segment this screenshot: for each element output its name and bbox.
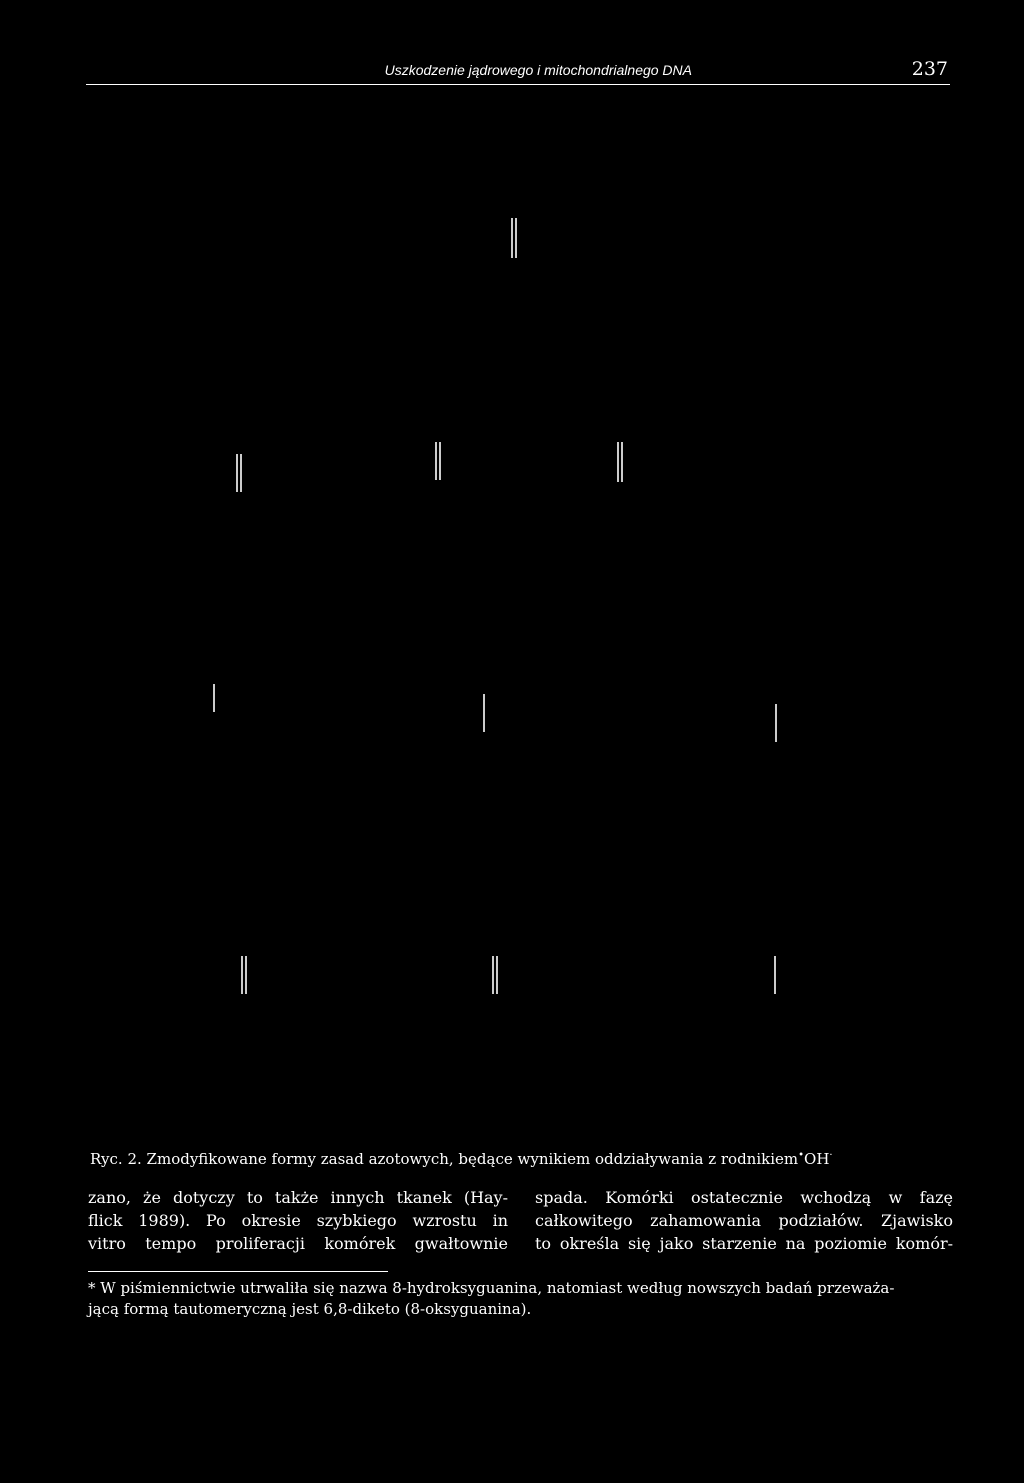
footnote-divider	[88, 1271, 388, 1272]
double-bond-mark	[512, 218, 516, 258]
double-bond-mark	[493, 956, 497, 994]
double-bond-mark	[242, 956, 246, 994]
double-bond-mark	[618, 442, 622, 482]
caption-text: Zmodyfikowane formy zasad azotowych, będące wynikiem oddziaływania z rodnikiem	[146, 1150, 799, 1168]
caption-superscript: ·	[829, 1150, 833, 1161]
body-line: flick 1989). Po okresie szybkiego wzrostu in	[88, 1211, 508, 1230]
figure-chemical-structures	[0, 90, 1024, 1140]
body-line: to określa się jako starzenie na poziomie komór-	[535, 1234, 953, 1253]
running-title: Uszkodzenie jądrowego i mitochondrialnego DNA	[384, 62, 692, 78]
footnote	[88, 1278, 950, 1320]
caption-prefix: Ryc. 2.	[90, 1150, 142, 1168]
page-number: 237	[911, 58, 948, 80]
radical-dot: •	[798, 1150, 805, 1161]
running-header	[86, 58, 950, 85]
footnote-line: jącą formą tautomeryczną jest 6,8-diketo (8-oksyguanina).	[88, 1300, 532, 1318]
figure-artwork	[0, 90, 1024, 1140]
body-line: vitro tempo proliferacji komórek gwałtownie	[88, 1234, 508, 1253]
body-line: zano, że dotyczy to także innych tkanek (Hay-	[88, 1188, 508, 1207]
body-left-column	[88, 1186, 508, 1255]
body-line: całkowitego zahamowania podziałów. Zjawisko	[535, 1211, 953, 1230]
caption-radical: OH	[804, 1150, 830, 1168]
figure-caption	[90, 1150, 833, 1168]
double-bond-mark	[237, 454, 241, 492]
double-bond-mark	[436, 442, 440, 480]
footnote-line: * W piśmiennictwie utrwaliła się nazwa 8-hydroksyguanina, natomiast według nowszych badań przeważa-	[88, 1279, 895, 1297]
body-right-column	[535, 1186, 953, 1255]
body-line: spada. Komórki ostatecznie wchodzą w fazę	[535, 1188, 953, 1207]
